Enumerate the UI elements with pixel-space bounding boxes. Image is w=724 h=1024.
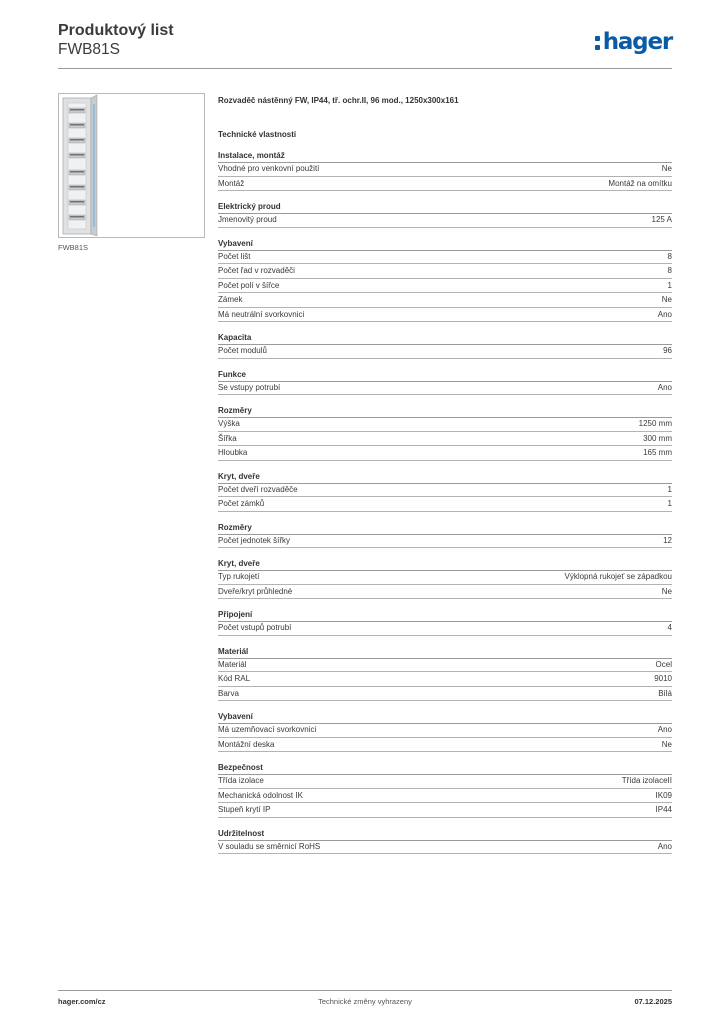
spec-value: IK09: [655, 790, 672, 800]
logo-text: hager: [602, 29, 672, 55]
spec-value: Ne: [661, 164, 672, 174]
spec-row: [218, 534, 672, 549]
spec-value: Montáž na omítku: [608, 178, 672, 188]
spec-section: [218, 201, 672, 228]
spec-row: [218, 789, 672, 804]
spec-row: [218, 738, 672, 753]
spec-label: Dveře/kryt průhledné: [218, 586, 293, 596]
spec-label: Výška: [218, 419, 240, 429]
spec-label: Vhodné pro venkovní použití: [218, 164, 320, 174]
spec-label: Počet modulů: [218, 346, 267, 356]
spec-label: Barva: [218, 688, 239, 698]
section-title: Funkce: [218, 369, 672, 381]
section-title: Rozměry: [218, 405, 672, 417]
section-title: Kapacita: [218, 332, 672, 344]
page-header: [58, 22, 672, 68]
spec-value: 96: [663, 346, 672, 356]
product-description: Rozvaděč nástěnný FW, IP44, tř. ochr.II, 96 mod., 1250x300x161: [218, 96, 459, 105]
spec-label: Počet řad v rozvaděči: [218, 266, 295, 276]
spec-section: [218, 609, 672, 636]
spec-label: Počet polí v šířce: [218, 280, 280, 290]
spec-section: [218, 828, 672, 855]
spec-row: [218, 279, 672, 294]
spec-row: [218, 417, 672, 432]
product-image: [58, 93, 205, 238]
spec-label: Počet dveří rozvaděče: [218, 484, 298, 494]
spec-row: [218, 213, 672, 228]
spec-value: Ne: [661, 586, 672, 596]
spec-section: [218, 711, 672, 752]
spec-value: 8: [667, 251, 672, 261]
spec-label: Zámek: [218, 295, 243, 305]
section-title: Elektrický proud: [218, 201, 672, 213]
spec-value: 1250 mm: [638, 419, 672, 429]
spec-row: [218, 803, 672, 818]
spec-label: Má neutrální svorkovnici: [218, 309, 305, 319]
spec-value: Bílá: [658, 688, 672, 698]
spec-row: [218, 687, 672, 702]
spec-row: [218, 658, 672, 673]
spec-label: Hloubka: [218, 448, 248, 458]
spec-row: [218, 497, 672, 512]
spec-content: [218, 95, 672, 864]
section-title: Bezpečnost: [218, 762, 672, 774]
spec-value: 300 mm: [643, 433, 672, 443]
spec-value: 125 A: [651, 215, 672, 225]
spec-label: Počet vstupů potrubí: [218, 623, 292, 633]
spec-section: [218, 646, 672, 702]
footer-divider: [58, 990, 672, 991]
spec-label: Se vstupy potrubí: [218, 382, 281, 392]
spec-label: Montáž: [218, 178, 245, 188]
spec-row: [218, 344, 672, 359]
spec-row: [218, 446, 672, 461]
section-title: Udržitelnost: [218, 828, 672, 840]
spec-value: 4: [667, 623, 672, 633]
spec-label: Typ rukojetí: [218, 572, 260, 582]
spec-row: [218, 585, 672, 600]
image-caption: FWB81S: [58, 243, 89, 252]
spec-value: 12: [663, 535, 672, 545]
spec-row: [218, 483, 672, 498]
section-title: Kryt, dveře: [218, 471, 672, 483]
spec-label: Má uzemňovací svorkovnici: [218, 725, 317, 735]
spec-value: 165 mm: [643, 448, 672, 458]
spec-section: [218, 558, 672, 599]
section-title: Materiál: [218, 646, 672, 658]
spec-label: Počet lišt: [218, 251, 251, 261]
page-title: Produktový list: [58, 22, 174, 39]
spec-row: [218, 264, 672, 279]
product-code: FWB81S: [58, 41, 121, 58]
spec-value: 9010: [654, 674, 672, 684]
spec-label: Šířka: [218, 433, 237, 443]
spec-row: [218, 672, 672, 687]
spec-value: 1: [667, 484, 672, 494]
logo-dots-icon: [595, 32, 601, 52]
section-title: Vybavení: [218, 238, 672, 250]
footer-site-link[interactable]: hager.com/cz: [58, 997, 106, 1006]
spec-value: 1: [667, 280, 672, 290]
spec-value: Ano: [657, 725, 672, 735]
spec-value: Ano: [657, 382, 672, 392]
section-title: Rozměry: [218, 522, 672, 534]
spec-section: [218, 471, 672, 512]
spec-row: [218, 774, 672, 789]
spec-row: [218, 177, 672, 192]
spec-label: Třída izolace: [218, 776, 264, 786]
spec-section: [218, 762, 672, 818]
spec-value: Ano: [657, 309, 672, 319]
spec-value: Ne: [661, 739, 672, 749]
spec-row: [218, 308, 672, 323]
spec-label: Materiál: [218, 659, 247, 669]
spec-label: Jmenovitý proud: [218, 215, 277, 225]
section-title: Instalace, montáž: [218, 150, 672, 162]
page-footer: [58, 997, 672, 1009]
spec-row: [218, 293, 672, 308]
spec-row: [218, 432, 672, 447]
spec-row: [218, 250, 672, 265]
section-title: Kryt, dveře: [218, 558, 672, 570]
spec-row: [218, 621, 672, 636]
spec-value: Výklopná rukojeť se západkou: [564, 572, 672, 582]
spec-section: [218, 369, 672, 396]
spec-section: [218, 150, 672, 191]
footer-note: Technické změny vyhrazeny: [318, 997, 412, 1006]
spec-label: Počet zámků: [218, 499, 265, 509]
hager-logo[interactable]: [595, 28, 672, 56]
spec-section: [218, 522, 672, 549]
spec-section: [218, 405, 672, 461]
spec-label: V souladu se směrnicí RoHS: [218, 841, 321, 851]
spec-value: 8: [667, 266, 672, 276]
spec-value: 1: [667, 499, 672, 509]
spec-row: [218, 840, 672, 855]
section-title: Připojení: [218, 609, 672, 621]
distribution-cabinet-icon: [59, 94, 204, 237]
tech-properties-title: Technické vlastnosti: [218, 130, 297, 139]
spec-value: Třída izolaceII: [621, 776, 672, 786]
footer-date: 07.12.2025: [634, 997, 672, 1006]
spec-label: Montážní deska: [218, 739, 275, 749]
spec-value: Ne: [661, 295, 672, 305]
spec-row: [218, 723, 672, 738]
header-divider: [58, 68, 672, 69]
spec-value: Ano: [657, 841, 672, 851]
section-title: Vybavení: [218, 711, 672, 723]
spec-label: Počet jednotek šířky: [218, 535, 291, 545]
spec-row: [218, 381, 672, 396]
spec-label: Stupeň krytí IP: [218, 805, 271, 815]
spec-label: Kód RAL: [218, 674, 251, 684]
spec-label: Mechanická odolnost IK: [218, 790, 303, 800]
spec-section: [218, 238, 672, 323]
spec-row: [218, 162, 672, 177]
spec-value: Ocel: [655, 659, 672, 669]
spec-value: IP44: [655, 805, 672, 815]
spec-row: [218, 570, 672, 585]
spec-section: [218, 332, 672, 359]
spec-sections: [218, 150, 672, 854]
